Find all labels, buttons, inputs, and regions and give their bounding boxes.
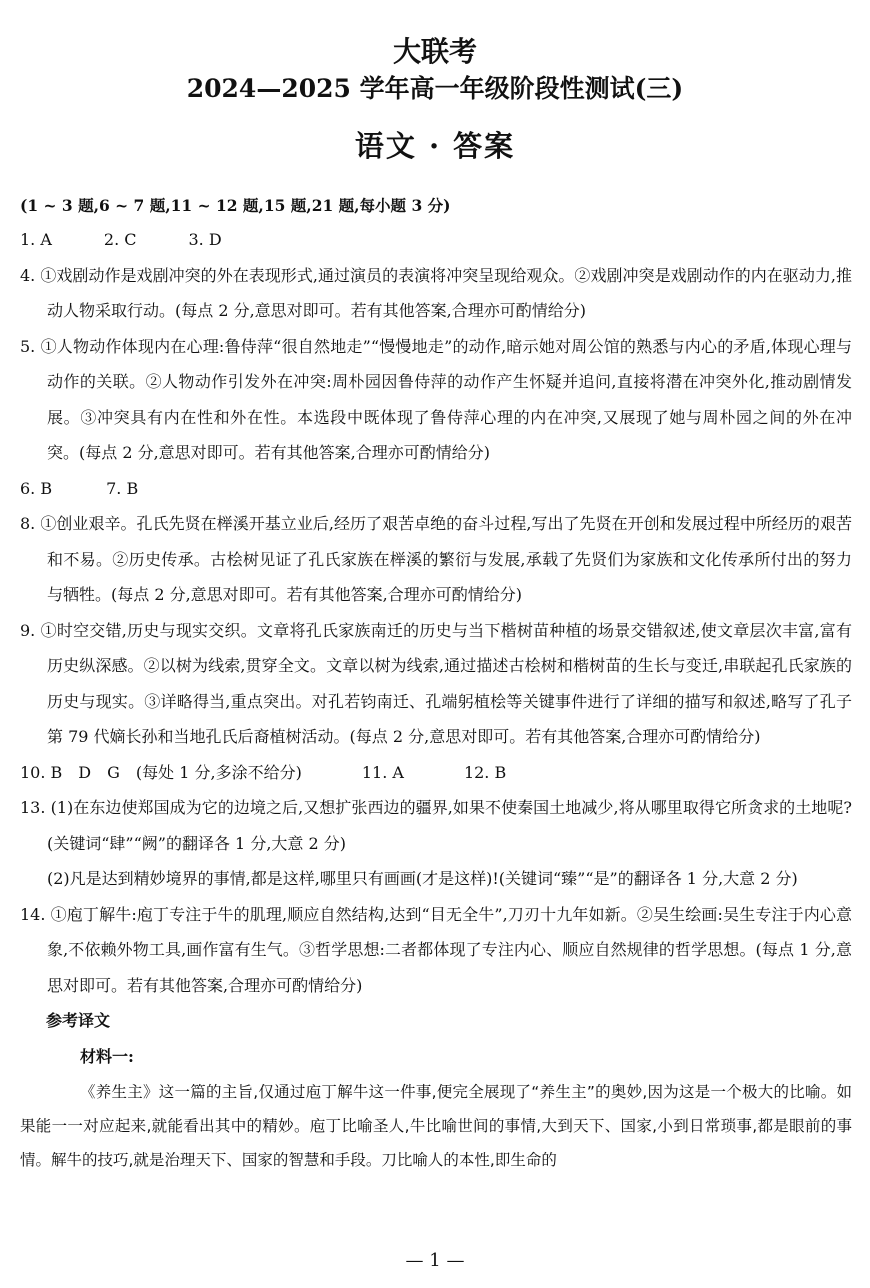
answer-q12: 12. B bbox=[463, 762, 507, 782]
answer-q13-2: (2)凡是达到精妙境界的事情,都是这样,哪里只有画画(才是这样)!(关键词“臻”“是”的翻译各 1 分,大意 2 分) bbox=[47, 869, 798, 888]
answer-body bbox=[20, 194, 852, 1177]
answer-q10-note: (每处 1 分,多涂不给分) bbox=[135, 762, 302, 782]
answer-q7: 7. B bbox=[106, 478, 139, 498]
scoring-note: (1 ~ 3 题,6 ~ 7 题,11 ~ 12 题,15 题,21 题,每小题 3 分) bbox=[20, 196, 451, 215]
answers-10-12 bbox=[20, 755, 852, 791]
answer-q2: 2. C bbox=[103, 230, 137, 249]
reference-translation-text: 《养生主》这一篇的主旨,仅通过庖丁解牛这一件事,便完全展现了“养生主”的奥妙,因为这是一个极大的比喻。如果能一一对应起来,就能看出其中的精妙。庖丁比喻圣人,牛比喻世间的事情,大到天下、国家,小到日常琐事,都是眼前的事情。解牛的技巧,就是治理天下、国家的智慧和手段。刀比喻人的本性,即生命的 bbox=[20, 1083, 852, 1169]
exam-title: 2024—2025 学年高一年级阶段性测试(三) bbox=[186, 74, 684, 103]
answer-q1: 1. A bbox=[20, 230, 52, 249]
material-one-heading: 材料一: bbox=[80, 1047, 134, 1066]
answer-q10-b: 10. B bbox=[20, 762, 63, 782]
answer-q4: 4. ①戏剧动作是戏剧冲突的外在表现形式,通过演员的表演将冲突呈现给观众。②戏剧冲突是戏剧动作的内在驱动力,推动人物采取行动。(每点 2 分,意思对即可。若有其他答案,合理亦可酌情给分) bbox=[20, 265, 852, 320]
answer-q6: 6. B bbox=[20, 478, 53, 498]
exam-brand-title: 大联考 bbox=[392, 35, 477, 68]
answer-q3: 3. D bbox=[188, 230, 222, 249]
answer-q10-g: G bbox=[107, 762, 120, 782]
answer-q8: 8. ①创业艰辛。孔氏先贤在榉溪开基立业后,经历了艰苦卓绝的奋斗过程,写出了先贤在开创和发展过程中所经历的艰苦和不易。②历史传承。古桧树见证了孔氏家族在榉溪的繁衍与发展,承载了先贤们为家族和文化传承所付出的努力与牺牲。(每点 2 分,意思对即可。若有其他答案,合理亦可酌情给分) bbox=[20, 514, 852, 604]
answers-1-3 bbox=[20, 222, 852, 258]
answer-q10-d: D bbox=[78, 762, 92, 782]
subject-title: 语文 · 答案 bbox=[354, 129, 516, 163]
answer-q9: 9. ①时空交错,历史与现实交织。文章将孔氏家族南迁的历史与当下楷树苗种植的场景交错叙述,使文章层次丰富,富有历史纵深感。②以树为线索,贯穿全文。文章以树为线索,通过描述古桧树和楷树苗的生长与变迁,串联起孔氏家族的历史与现实。③详略得当,重点突出。对孔若钧南迁、孔端躬植桧等关键事件进行了详细的描写和叙述,略写了孔子第 79 代嫡长孙和当地孔氏后裔植树活动。(每点 2 分,意思对即可。若有其他答案,合理亦可酌情给分) bbox=[20, 620, 852, 746]
answer-q5: 5. ①人物动作体现内在心理:鲁侍萍“很自然地走”“慢慢地走”的动作,暗示她对周公馆的熟悉与内心的矛盾,体现心理与动作的关联。②人物动作引发外在冲突:周朴园因鲁侍萍的动作产生怀疑并追问,直接将潜在冲突外化,推动剧情发展。③冲突具有内在性和外在性。本选段中既体现了鲁侍萍心理的内在冲突,又展现了她与周朴园之间的外在冲突。(每点 2 分,意思对即可。若有其他答案,合理亦可酌情给分) bbox=[20, 336, 852, 462]
page-number: — 1 — bbox=[405, 1250, 465, 1271]
answers-6-7 bbox=[20, 471, 852, 507]
answer-q13-1: 13. (1)在东边使郑国成为它的边境之后,又想扩张西边的疆界,如果不使秦国土地减少,将从哪里取得它所贪求的土地呢?(关键词“肆”“阙”的翻译各 1 分,大意 2 分) bbox=[20, 798, 852, 853]
answer-q14: 14. ①庖丁解牛:庖丁专注于牛的肌理,顺应自然结构,达到“目无全牛”,刀刃十九年如新。②吴生绘画:吴生专注于内心意象,不依赖外物工具,画作富有生气。③哲学思想:二者都体现了专注内心、顺应自然规律的哲学思想。(每点 1 分,意思对即可。若有其他答案,合理亦可酌情给分) bbox=[20, 904, 852, 995]
reference-translation-heading: 参考译文 bbox=[46, 1011, 111, 1030]
answer-q11: 11. A bbox=[361, 762, 404, 782]
